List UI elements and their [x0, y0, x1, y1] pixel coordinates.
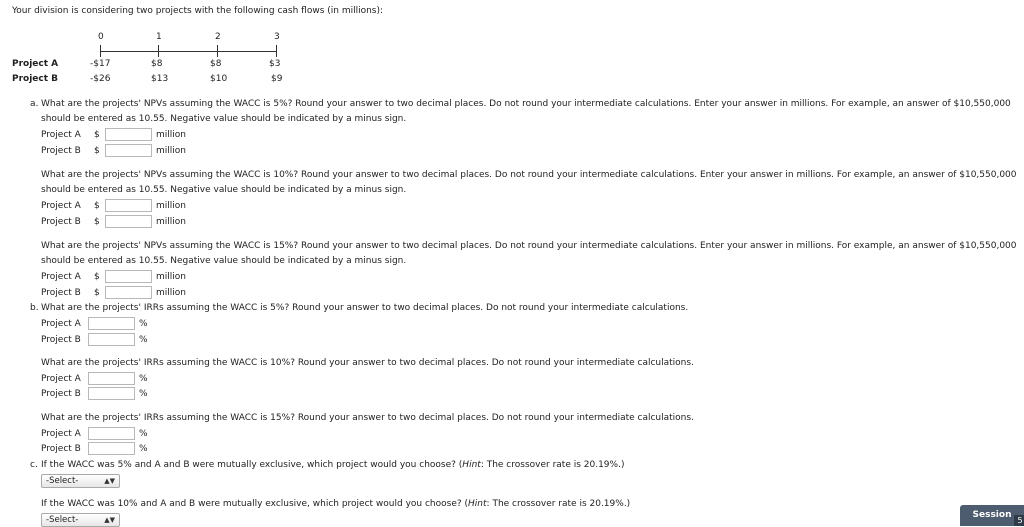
npv-10-input-a[interactable]	[105, 199, 152, 212]
exclusive-10-select-value: -Select-	[46, 515, 79, 525]
cash-flow-a-3: $3	[269, 59, 281, 69]
cash-flow-b-0: -$26	[90, 74, 111, 84]
timeline-tick-2	[217, 45, 218, 57]
irr-15-unit-b: %	[139, 444, 148, 454]
irr-10-unit-a: %	[139, 374, 148, 384]
npv-10-question-line1: What are the projects' NPVs assuming the WACC is 10%? Round your answer to two decimal places. Do not round your intermediate calculations. Enter your answer in millions. For example, an answer of $10,550,000	[41, 170, 1017, 180]
irr-10-question: What are the projects' IRRs assuming the WACC is 10%? Round your answer to two decimal places. Do not round your intermediate calculations.	[41, 358, 694, 368]
npv-15-dollar-b: $	[94, 288, 100, 298]
part-a-marker: a.	[30, 99, 39, 109]
npv-15-dollar-a: $	[94, 272, 100, 282]
irr-15-label-b: Project B	[41, 444, 81, 454]
irr-15-unit-a: %	[139, 429, 148, 439]
timeline-period-1: 1	[156, 32, 162, 42]
npv-10-input-b[interactable]	[105, 215, 152, 228]
npv-10-label-a: Project A	[41, 201, 81, 211]
irr-10-label-b: Project B	[41, 389, 81, 399]
cash-flow-b-1: $13	[151, 74, 169, 84]
npv-15-label-b: Project B	[41, 288, 81, 298]
npv-15-question-line1: What are the projects' NPVs assuming the WACC is 15%? Round your answer to two decimal places. Do not round your intermediate calculations. Enter your answer in millions. For example, an answer of $10,550,000	[41, 241, 1017, 251]
npv-5-input-b[interactable]	[105, 144, 152, 157]
npv-15-unit-b: million	[156, 288, 186, 298]
session-tab[interactable]: 5	[1014, 515, 1024, 526]
irr-5-input-b[interactable]	[88, 333, 135, 346]
npv-10-unit-a: million	[156, 201, 186, 211]
irr-5-question: What are the projects' IRRs assuming the WACC is 5%? Round your answer to two decimal places. Do not round your intermediate calculations.	[41, 303, 689, 313]
npv-5-input-a[interactable]	[105, 128, 152, 141]
cash-flow-b-3: $9	[271, 74, 283, 84]
exclusive-5-question: If the WACC was 5% and A and B were mutually exclusive, which project would you choose? (Hint: The crossover rate is 20.19%.)	[41, 460, 625, 470]
irr-10-label-a: Project A	[41, 374, 81, 384]
cash-flow-b-2: $10	[210, 74, 228, 84]
irr-15-input-b[interactable]	[88, 442, 135, 455]
irr-5-unit-b: %	[139, 335, 148, 345]
npv-5-unit-a: million	[156, 130, 186, 140]
timeline-row-label-b: Project B	[12, 74, 59, 84]
npv-10-dollar-b: $	[94, 217, 100, 227]
irr-10-unit-b: %	[139, 389, 148, 399]
npv-5-label-a: Project A	[41, 130, 81, 140]
npv-5-unit-b: million	[156, 146, 186, 156]
irr-5-input-a[interactable]	[88, 317, 135, 330]
exclusive-5-select[interactable]	[41, 474, 120, 488]
timeline-row-label-a: Project A	[12, 59, 59, 69]
timeline-period-3: 3	[274, 32, 280, 42]
irr-5-label-b: Project B	[41, 335, 81, 345]
timeline-axis	[100, 51, 277, 52]
cash-flow-a-2: $8	[210, 59, 222, 69]
select-arrows-icon: ▲▼	[104, 477, 115, 485]
npv-5-question-line1: What are the projects' NPVs assuming the WACC is 5%? Round your answer to two decimal places. Do not round your intermediate calculations. Enter your answer in millions. For example, an answer of $10,550,000	[41, 99, 1011, 109]
npv-10-unit-b: million	[156, 217, 186, 227]
irr-15-question: What are the projects' IRRs assuming the WACC is 15%? Round your answer to two decimal places. Do not round your intermediate calculations.	[41, 413, 694, 423]
npv-5-label-b: Project B	[41, 146, 81, 156]
npv-10-question-line2: should be entered as 10.55. Negative value should be indicated by a minus sign.	[41, 185, 407, 195]
irr-10-input-b[interactable]	[88, 387, 135, 400]
exclusive-10-select[interactable]	[41, 513, 120, 527]
irr-5-label-a: Project A	[41, 319, 81, 329]
npv-15-input-b[interactable]	[105, 286, 152, 299]
npv-15-question-line2: should be entered as 10.55. Negative value should be indicated by a minus sign.	[41, 256, 407, 266]
part-c-marker: c.	[30, 460, 38, 470]
cash-flow-a-0: -$17	[90, 59, 111, 69]
timeline-tick-1	[158, 45, 159, 57]
irr-5-unit-a: %	[139, 319, 148, 329]
npv-15-unit-a: million	[156, 272, 186, 282]
npv-15-label-a: Project A	[41, 272, 81, 282]
cash-flow-a-1: $8	[151, 59, 163, 69]
npv-15-input-a[interactable]	[105, 270, 152, 283]
part-b-marker: b.	[30, 303, 39, 313]
irr-15-label-a: Project A	[41, 429, 81, 439]
irr-10-input-a[interactable]	[88, 372, 135, 385]
irr-15-input-a[interactable]	[88, 427, 135, 440]
npv-10-dollar-a: $	[94, 201, 100, 211]
intro-text: Your division is considering two projects with the following cash flows (in millions):	[12, 6, 384, 16]
timeline-period-2: 2	[215, 32, 221, 42]
timeline-tick-3	[276, 45, 277, 57]
select-arrows-icon: ▲▼	[104, 516, 115, 524]
timeline-tick-0	[100, 45, 101, 57]
session-button[interactable]: Session	[960, 505, 1024, 526]
npv-10-label-b: Project B	[41, 217, 81, 227]
exclusive-10-question: If the WACC was 10% and A and B were mutually exclusive, which project would you choose? (Hint: The crossover rate is 20.19%.)	[41, 499, 631, 509]
exclusive-5-select-value: -Select-	[46, 476, 79, 486]
timeline-period-0: 0	[98, 32, 104, 42]
npv-5-dollar-a: $	[94, 130, 100, 140]
npv-5-question-line2: should be entered as 10.55. Negative value should be indicated by a minus sign.	[41, 114, 407, 124]
npv-5-dollar-b: $	[94, 146, 100, 156]
